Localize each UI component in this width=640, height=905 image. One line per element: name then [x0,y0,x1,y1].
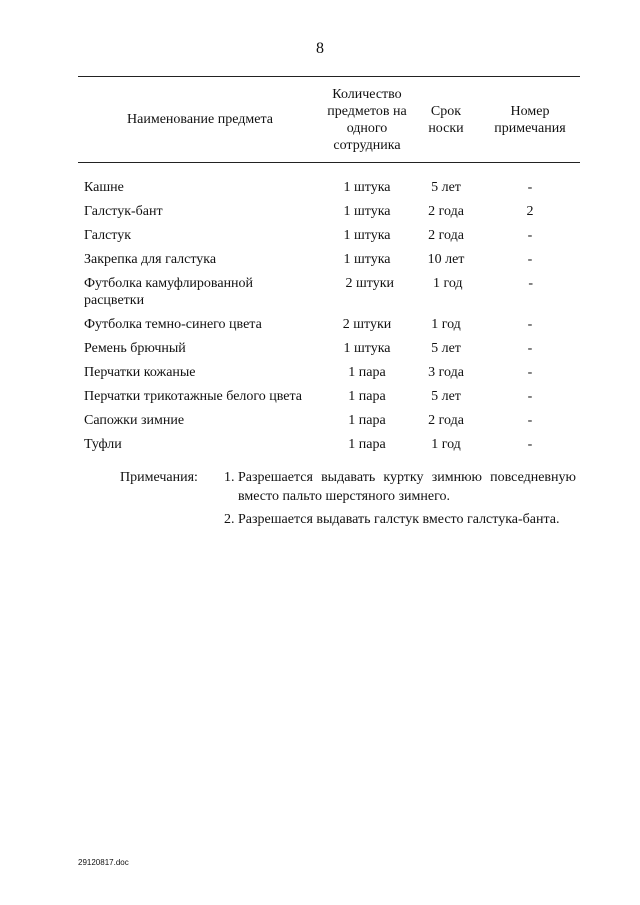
row-quantity: 1 пара [348,437,386,452]
row-quantity: 1 штука [343,180,391,195]
footer-filename: 29120817.doc [78,858,129,867]
row-name: Сапожки зимние [84,413,185,428]
row-note: - [527,317,533,332]
row-note: - [528,276,533,291]
table-row [78,227,580,244]
row-note: 2 [526,204,534,219]
row-term: 2 года [428,204,464,219]
row-term: 5 лет [431,341,461,356]
table-row [78,436,580,453]
row-quantity: 2 штуки [342,317,392,332]
row-term: 3 года [428,365,464,380]
row-quantity: 1 штука [343,228,391,243]
row-term: 1 год [432,276,463,291]
row-quantity: 1 пара [348,389,386,404]
header-quantity: Количество предметов на одного сотрудника [327,86,407,153]
row-quantity: 1 штука [343,252,391,267]
table-row [78,340,580,357]
table-row [78,388,580,405]
header-name: Наименование предмета [127,112,273,127]
row-term: 10 лет [427,252,465,267]
row-note: - [527,365,533,380]
row-name: Футболка камуфлированной расцветки [84,276,254,308]
row-term: 5 лет [431,180,461,195]
notes-label-spacer [120,510,224,529]
notes-section [120,468,576,529]
row-name: Перчатки кожаные [84,365,196,380]
table-row [78,364,580,381]
note-number: 2. [224,512,235,527]
row-note: - [527,341,533,356]
table-header-rule [78,162,580,163]
row-name: Галстук [84,228,132,243]
row-quantity: 1 пара [348,413,386,428]
table-header [78,77,580,162]
row-term: 2 года [428,413,464,428]
table-row [78,316,580,333]
header-term: Срок носки [428,103,464,136]
row-term: 5 лет [431,389,461,404]
row-note: - [527,413,533,428]
row-note: - [527,389,533,404]
row-quantity: 2 штуки [345,276,395,291]
table-row [78,275,580,309]
row-name: Туфли [84,437,122,452]
table-row [78,179,580,196]
table-row [78,412,580,429]
table-body [78,179,580,453]
row-quantity: 1 штука [343,204,391,219]
note-text: Разрешается выдавать галстук вместо галстука-банта. [238,512,560,527]
table-row [78,251,580,268]
note-item [120,468,576,506]
row-quantity: 1 пара [348,365,386,380]
notes-label: Примечания: [120,470,198,485]
row-name: Галстук-бант [84,204,163,219]
row-name: Ремень брючный [84,341,186,356]
row-quantity: 1 штука [343,341,391,356]
row-name: Закрепка для галстука [84,252,217,267]
row-term: 1 год [431,317,461,332]
header-note: Номер примечания [494,103,566,136]
row-name: Кашне [84,180,124,195]
note-item [120,510,576,529]
row-name: Перчатки трикотажные белого цвета [84,389,303,404]
row-note: - [527,252,533,267]
row-term: 2 года [428,228,464,243]
note-number: 1. [224,470,235,485]
table-row [78,203,580,220]
row-note: - [527,437,533,452]
row-note: - [527,228,533,243]
row-term: 1 год [431,437,461,452]
row-note: - [527,180,533,195]
items-table [78,76,580,460]
note-text: Разрешается выдавать куртку зимнюю повседневную вместо пальто шерстяного зимнего. [238,470,576,504]
page-number: 8 [316,40,324,57]
row-name: Футболка темно-синего цвета [84,317,262,332]
